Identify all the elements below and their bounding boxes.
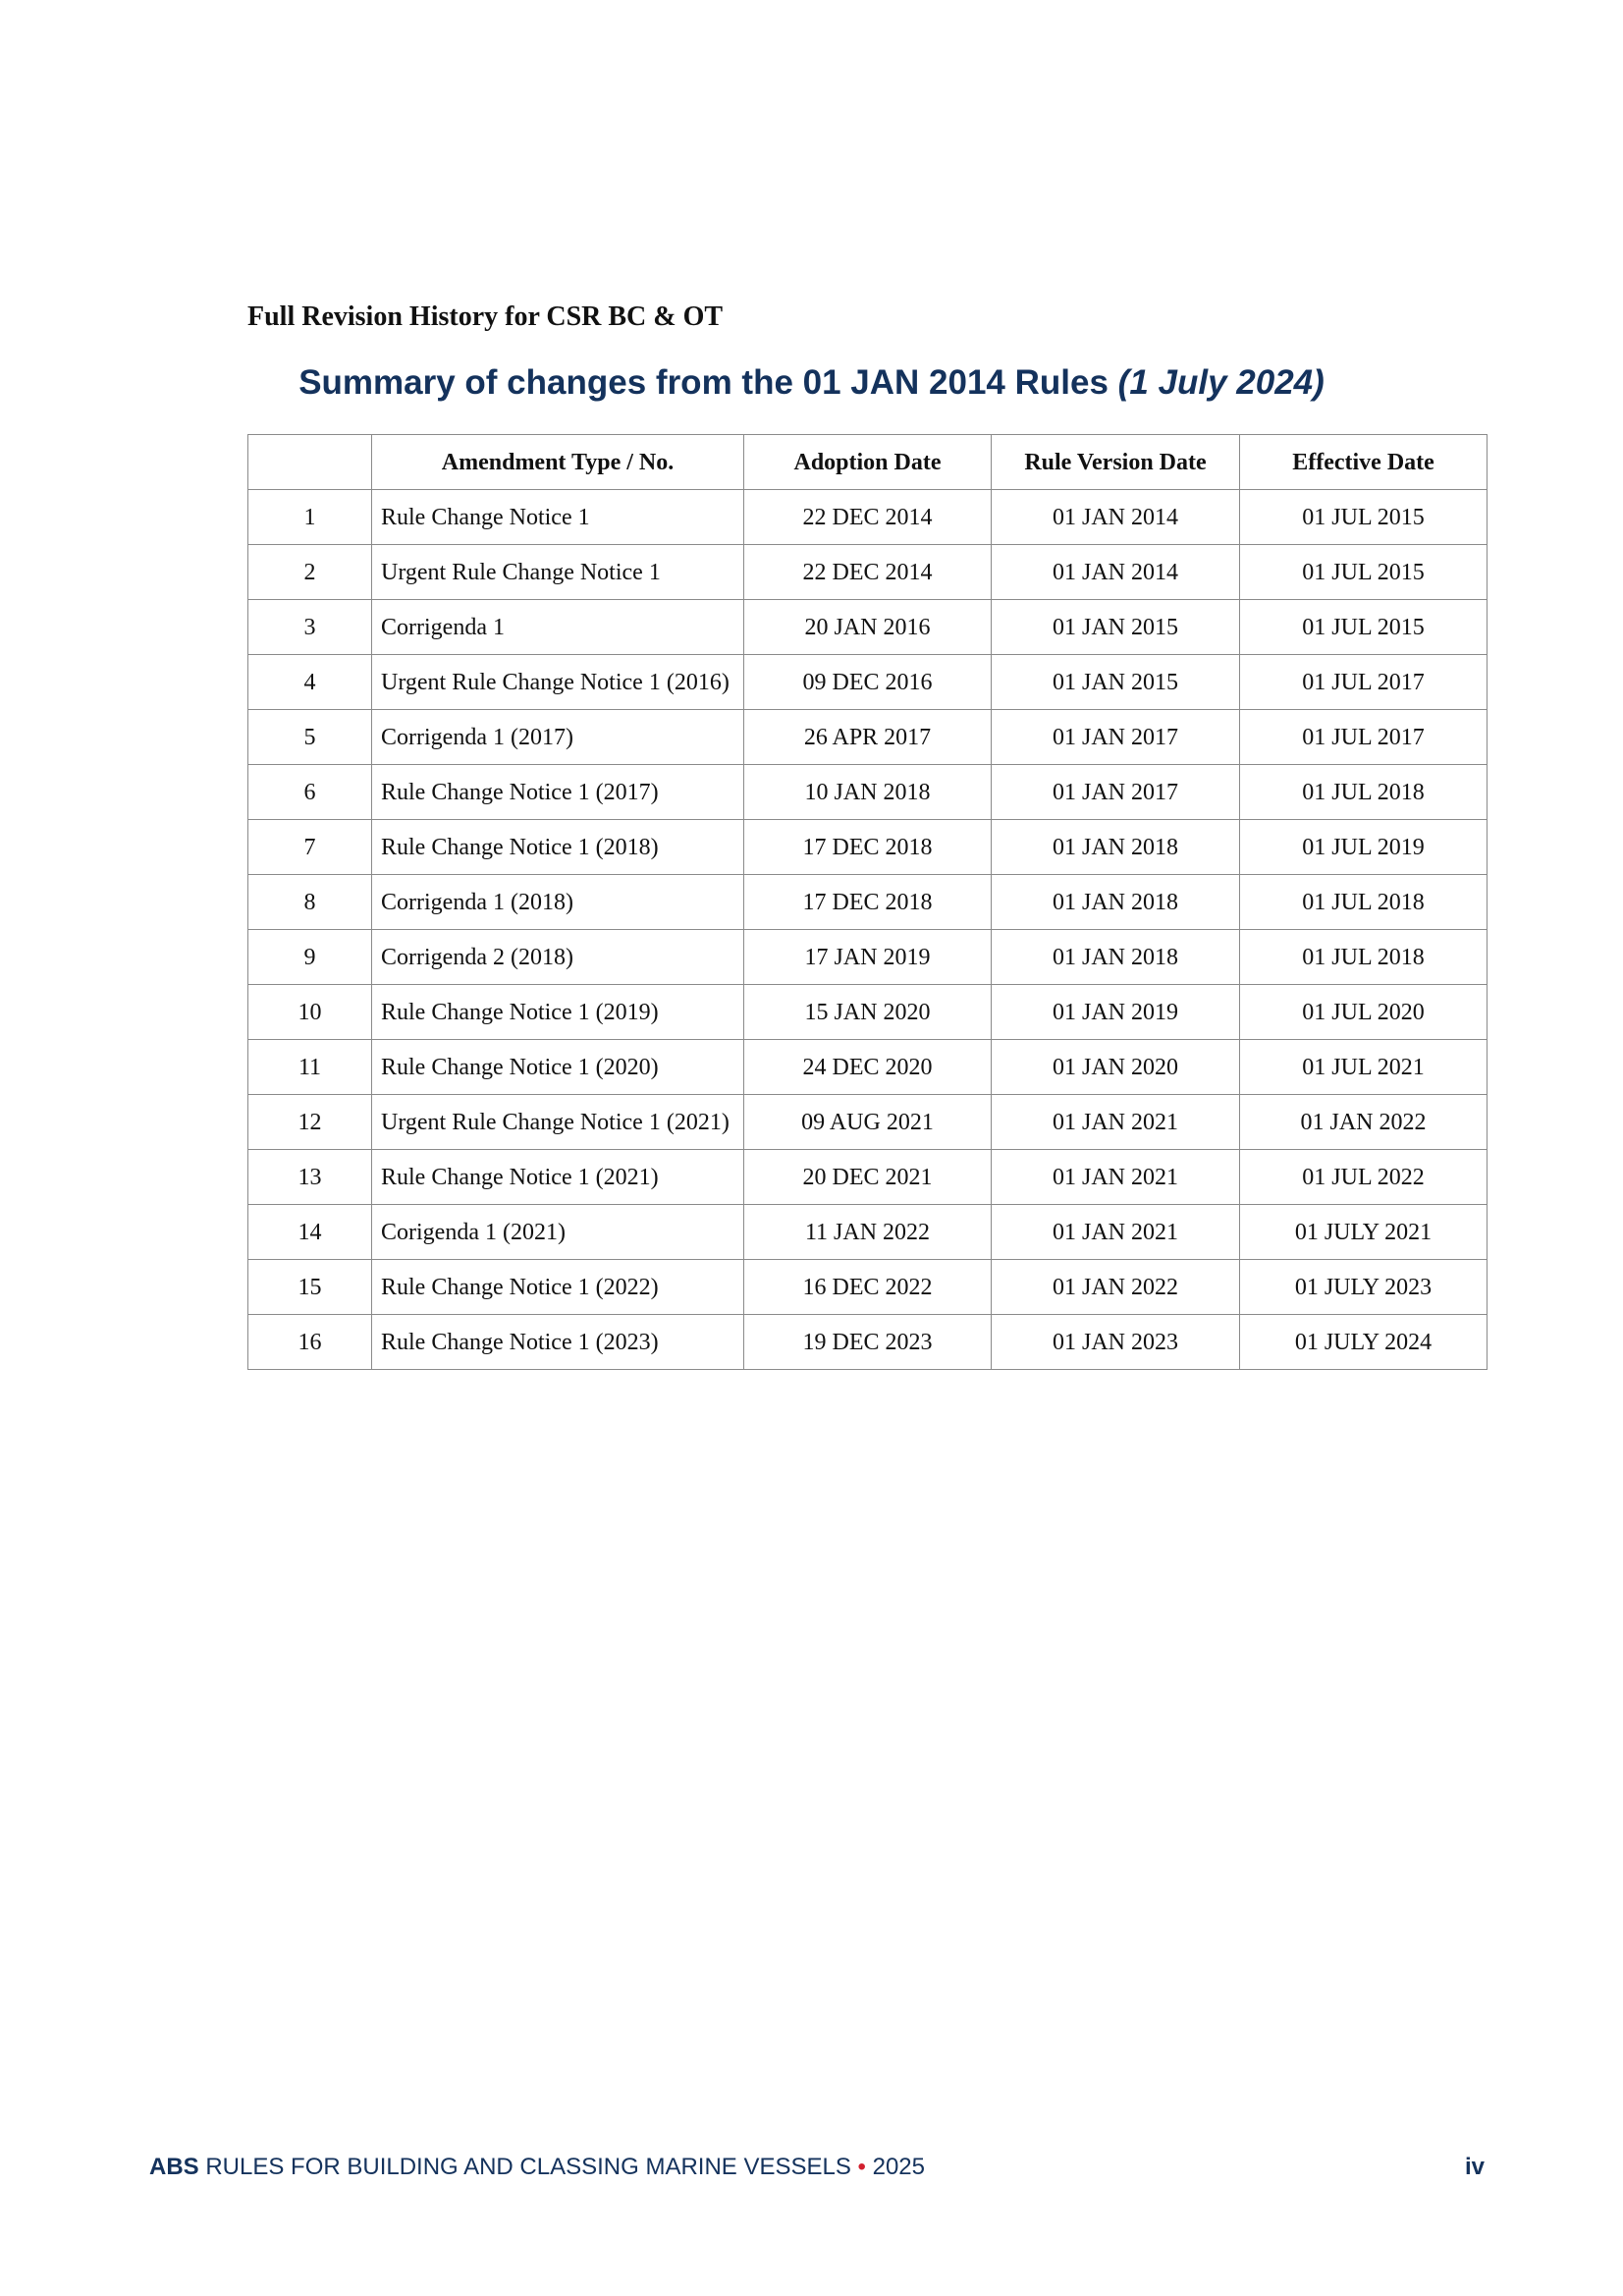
effective-date-cell: 01 JUL 2015 bbox=[1240, 490, 1488, 545]
amendment-type-cell: Rule Change Notice 1 bbox=[372, 490, 744, 545]
adoption-date-cell: 26 APR 2017 bbox=[744, 710, 992, 765]
effective-date-cell: 01 JUL 2017 bbox=[1240, 710, 1488, 765]
effective-date-cell: 01 JUL 2021 bbox=[1240, 1040, 1488, 1095]
rule-version-date-cell: 01 JAN 2018 bbox=[992, 820, 1240, 875]
row-number: 14 bbox=[248, 1205, 372, 1260]
rule-version-date-cell: 01 JAN 2018 bbox=[992, 875, 1240, 930]
effective-date-cell: 01 JAN 2022 bbox=[1240, 1095, 1488, 1150]
summary-title bbox=[0, 361, 1623, 405]
rule-version-date-cell: 01 JAN 2015 bbox=[992, 655, 1240, 710]
adoption-date-cell: 16 DEC 2022 bbox=[744, 1260, 992, 1315]
adoption-date-cell: 09 DEC 2016 bbox=[744, 655, 992, 710]
table-row bbox=[248, 1205, 1488, 1260]
row-number: 11 bbox=[248, 1040, 372, 1095]
summary-date-note: (1 July 2024) bbox=[1117, 363, 1325, 402]
table-body bbox=[248, 490, 1488, 1370]
row-number: 15 bbox=[248, 1260, 372, 1315]
amendment-type-cell: Urgent Rule Change Notice 1 bbox=[372, 545, 744, 600]
amendment-type-cell: Urgent Rule Change Notice 1 (2016) bbox=[372, 655, 744, 710]
rule-version-date-cell: 01 JAN 2021 bbox=[992, 1150, 1240, 1205]
rule-version-date-cell: 01 JAN 2015 bbox=[992, 600, 1240, 655]
footer bbox=[149, 2153, 925, 2182]
footer-year: 2025 bbox=[872, 2154, 925, 2180]
row-number: 2 bbox=[248, 545, 372, 600]
row-number: 4 bbox=[248, 655, 372, 710]
effective-date-cell: 01 JUL 2015 bbox=[1240, 600, 1488, 655]
amendment-type-cell: Rule Change Notice 1 (2019) bbox=[372, 985, 744, 1040]
effective-date-cell: 01 JUL 2018 bbox=[1240, 930, 1488, 985]
table-row bbox=[248, 820, 1488, 875]
row-number: 8 bbox=[248, 875, 372, 930]
adoption-date-cell: 10 JAN 2018 bbox=[744, 765, 992, 820]
adoption-date-cell: 15 JAN 2020 bbox=[744, 985, 992, 1040]
row-number: 1 bbox=[248, 490, 372, 545]
header-effective-date: Effective Date bbox=[1240, 435, 1488, 490]
table-row bbox=[248, 930, 1488, 985]
row-number: 5 bbox=[248, 710, 372, 765]
header-rule-version-date: Rule Version Date bbox=[992, 435, 1240, 490]
rule-version-date-cell: 01 JAN 2020 bbox=[992, 1040, 1240, 1095]
table-row bbox=[248, 1040, 1488, 1095]
amendment-type-cell: Rule Change Notice 1 (2020) bbox=[372, 1040, 744, 1095]
row-number: 10 bbox=[248, 985, 372, 1040]
table-row bbox=[248, 655, 1488, 710]
row-number: 13 bbox=[248, 1150, 372, 1205]
adoption-date-cell: 22 DEC 2014 bbox=[744, 490, 992, 545]
amendment-type-cell: Corrigenda 1 (2017) bbox=[372, 710, 744, 765]
header-adoption-date: Adoption Date bbox=[744, 435, 992, 490]
adoption-date-cell: 17 DEC 2018 bbox=[744, 875, 992, 930]
rule-version-date-cell: 01 JAN 2017 bbox=[992, 765, 1240, 820]
rule-version-date-cell: 01 JAN 2022 bbox=[992, 1260, 1240, 1315]
rule-version-date-cell: 01 JAN 2021 bbox=[992, 1205, 1240, 1260]
adoption-date-cell: 22 DEC 2014 bbox=[744, 545, 992, 600]
amendment-type-cell: Urgent Rule Change Notice 1 (2021) bbox=[372, 1095, 744, 1150]
rule-version-date-cell: 01 JAN 2023 bbox=[992, 1315, 1240, 1370]
row-number: 3 bbox=[248, 600, 372, 655]
row-number: 16 bbox=[248, 1315, 372, 1370]
adoption-date-cell: 09 AUG 2021 bbox=[744, 1095, 992, 1150]
page-number: iv bbox=[1464, 2154, 1485, 2180]
revision-table bbox=[247, 434, 1488, 1370]
table-header-row bbox=[248, 435, 1488, 490]
rule-version-date-cell: 01 JAN 2014 bbox=[992, 490, 1240, 545]
rule-version-date-cell: 01 JAN 2019 bbox=[992, 985, 1240, 1040]
row-number: 6 bbox=[248, 765, 372, 820]
rule-version-date-cell: 01 JAN 2014 bbox=[992, 545, 1240, 600]
effective-date-cell: 01 JUL 2018 bbox=[1240, 875, 1488, 930]
amendment-type-cell: Rule Change Notice 1 (2023) bbox=[372, 1315, 744, 1370]
footer-bullet: • bbox=[857, 2154, 866, 2180]
table-row bbox=[248, 875, 1488, 930]
rule-version-date-cell: 01 JAN 2017 bbox=[992, 710, 1240, 765]
effective-date-cell: 01 JUL 2015 bbox=[1240, 545, 1488, 600]
effective-date-cell: 01 JUL 2017 bbox=[1240, 655, 1488, 710]
effective-date-cell: 01 JULY 2023 bbox=[1240, 1260, 1488, 1315]
header-number bbox=[248, 435, 372, 490]
effective-date-cell: 01 JUL 2019 bbox=[1240, 820, 1488, 875]
effective-date-cell: 01 JULY 2021 bbox=[1240, 1205, 1488, 1260]
rule-version-date-cell: 01 JAN 2018 bbox=[992, 930, 1240, 985]
effective-date-cell: 01 JUL 2020 bbox=[1240, 985, 1488, 1040]
header-amendment-type: Amendment Type / No. bbox=[372, 435, 744, 490]
effective-date-cell: 01 JUL 2018 bbox=[1240, 765, 1488, 820]
effective-date-cell: 01 JULY 2024 bbox=[1240, 1315, 1488, 1370]
table-row bbox=[248, 1095, 1488, 1150]
adoption-date-cell: 19 DEC 2023 bbox=[744, 1315, 992, 1370]
amendment-type-cell: Corrigenda 2 (2018) bbox=[372, 930, 744, 985]
adoption-date-cell: 17 JAN 2019 bbox=[744, 930, 992, 985]
adoption-date-cell: 20 JAN 2016 bbox=[744, 600, 992, 655]
adoption-date-cell: 20 DEC 2021 bbox=[744, 1150, 992, 1205]
table-row bbox=[248, 710, 1488, 765]
section-heading: Full Revision History for CSR BC & OT bbox=[247, 301, 724, 332]
amendment-type-cell: Rule Change Notice 1 (2021) bbox=[372, 1150, 744, 1205]
footer-title: RULES FOR BUILDING AND CLASSING MARINE VESSELS bbox=[205, 2154, 851, 2180]
amendment-type-cell: Corrigenda 1 bbox=[372, 600, 744, 655]
amendment-type-cell: Corigenda 1 (2021) bbox=[372, 1205, 744, 1260]
footer-brand: ABS bbox=[149, 2154, 199, 2180]
amendment-type-cell: Corrigenda 1 (2018) bbox=[372, 875, 744, 930]
table-row bbox=[248, 490, 1488, 545]
table-row bbox=[248, 765, 1488, 820]
adoption-date-cell: 24 DEC 2020 bbox=[744, 1040, 992, 1095]
table-row bbox=[248, 1150, 1488, 1205]
adoption-date-cell: 17 DEC 2018 bbox=[744, 820, 992, 875]
amendment-type-cell: Rule Change Notice 1 (2017) bbox=[372, 765, 744, 820]
adoption-date-cell: 11 JAN 2022 bbox=[744, 1205, 992, 1260]
table-row bbox=[248, 1260, 1488, 1315]
table-row bbox=[248, 1315, 1488, 1370]
amendment-type-cell: Rule Change Notice 1 (2022) bbox=[372, 1260, 744, 1315]
rule-version-date-cell: 01 JAN 2021 bbox=[992, 1095, 1240, 1150]
summary-title-text: Summary of changes from the 01 JAN 2014 Rules bbox=[298, 363, 1109, 402]
table-row bbox=[248, 545, 1488, 600]
row-number: 9 bbox=[248, 930, 372, 985]
effective-date-cell: 01 JUL 2022 bbox=[1240, 1150, 1488, 1205]
row-number: 7 bbox=[248, 820, 372, 875]
amendment-type-cell: Rule Change Notice 1 (2018) bbox=[372, 820, 744, 875]
row-number: 12 bbox=[248, 1095, 372, 1150]
table-row bbox=[248, 985, 1488, 1040]
table-row bbox=[248, 600, 1488, 655]
